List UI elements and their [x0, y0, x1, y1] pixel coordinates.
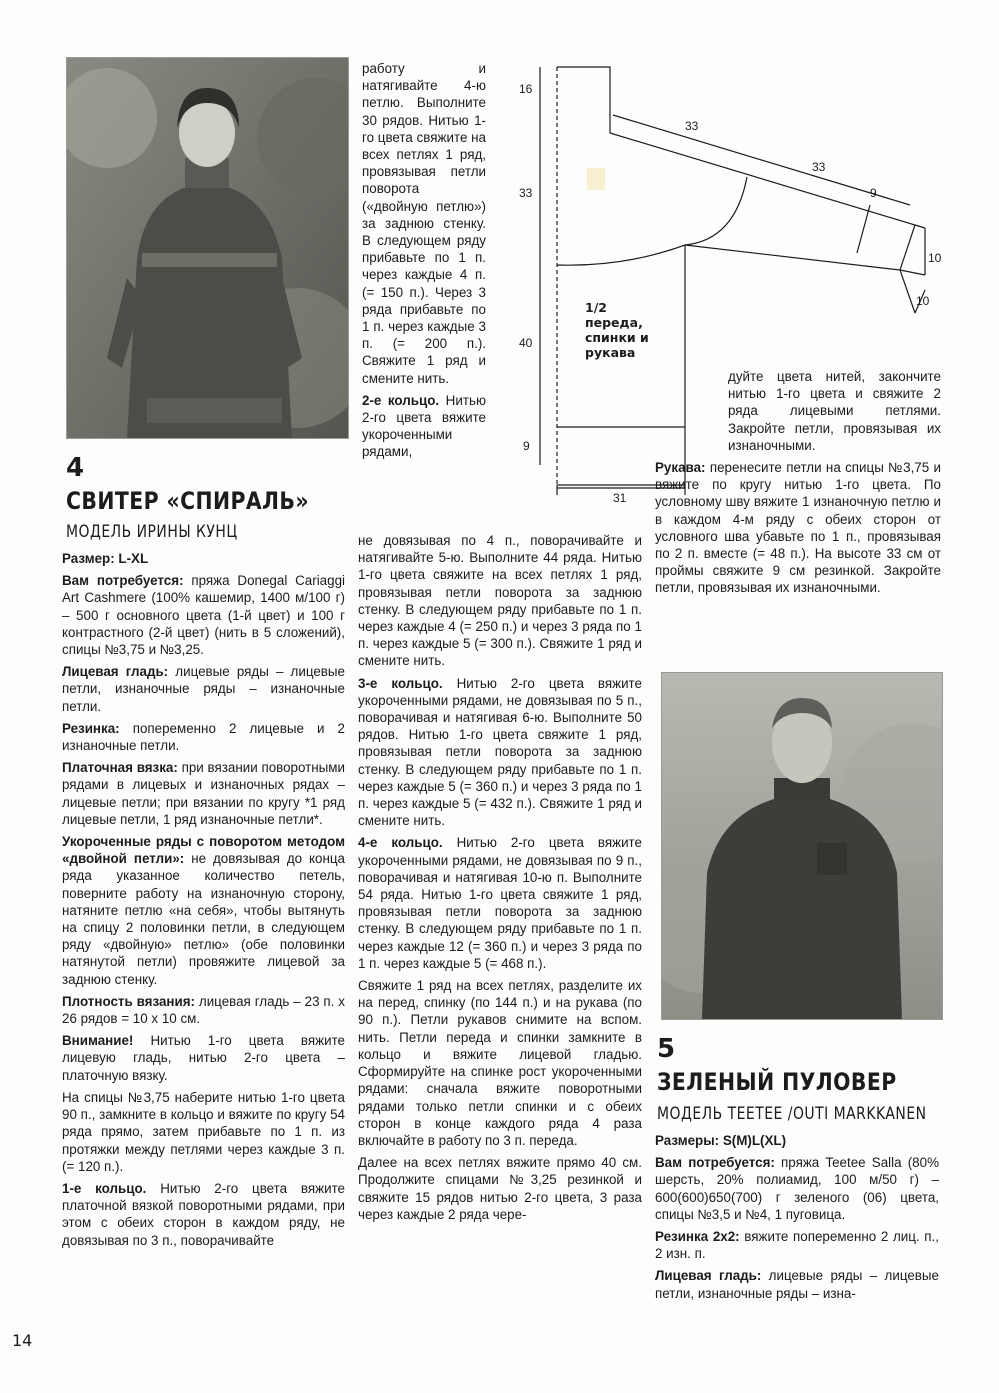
photo-man-pullover [661, 672, 943, 1020]
pattern4-column1 [62, 550, 345, 1254]
rib-label: Резинка: [62, 720, 120, 736]
size-label: Размеры: S(M)L(XL) [655, 1133, 787, 1148]
ring3-text: Нитью 2-го цвета вяжите укороченными рядами, не довязывая по 5 п., поворачивая и натягивая 6-ю. Выполните 50 рядов. Нитью 1-го цвета свяжите 1 ряд, провязывая петли поворота за заднюю стенку. В следующем ряду прибавьте по 1 п. через каждые 5 (= 360 п.) и через 3 ряда по 1 п. через каждые 5 (= 432 п.). Свяжите 1 ряд и смените нить. [358, 675, 642, 829]
pattern-number: 4 [66, 453, 85, 483]
pattern4-column2-bottom [358, 532, 642, 1228]
dim-yoke-length: 33 [685, 119, 699, 133]
dim-cuff-length: 9 [870, 186, 877, 200]
color-swatch [587, 168, 605, 190]
dim-neck-height: 16 [519, 82, 533, 96]
rib-text: вяжите попеременно 2 лиц. п., 2 изн. п. [655, 1229, 940, 1262]
rib-text: попеременно 2 лицевые и 2 изнаночные петли. [62, 720, 345, 754]
body-text: Далее на всех петлях вяжите прямо 40 см. Продолжите спицами №3,25 резинкой и свяжите 15 рядов нитью 2-го цвета, 3 раза через каждые 2 ряда чере- [358, 1155, 642, 1222]
materials-text: пряжа Donegal Cariaggi Art Cashmere (100% кашемир, 1400 м/100 г) – 500 г основного цвета (1-й цвет) и 100 г контрастного (2-й цвет) (нить в 5 сложений), спицы №3,75 и №3,25. [62, 573, 345, 658]
page-number: 14 [12, 1331, 33, 1350]
size-label: Размер: L-XL [62, 551, 149, 566]
materials-text: пряжа Teetee Salla (80% шерсть, 20% полиамид, 100 м/50 г) – 600(600)650(700) г зеленого (06) цвета, спицы №3,5 и №4, 1 пуговица. [655, 1155, 939, 1222]
stockinette-text: лицевые ряды – лицевые петли, изнаночные ряды – изна- [655, 1268, 939, 1301]
schematic-label: 1/2 переда, спинки и рукава [585, 300, 649, 360]
rib-label: Резинка 2х2: [655, 1229, 740, 1245]
materials-label: Вам потребуется: [655, 1155, 775, 1171]
sleeve-text: перенесите петли на спицы №3,75 и вяжите по кругу нитью 1-го цвета. По условному шву вяжите 1 изнаночную петлю и в каждом 4-м ряду с обеих сторон от условного шва убавьте по 1 п., провязывая по 2 п. вместе (= 48 п.). На высоте 33 см от проймы свяжите 9 см резинкой. Закройте петли, провязывая их изнаночными. [655, 460, 941, 596]
short-rows-label: Укороченные ряды с поворотом методом «двойной петли»: [62, 834, 345, 867]
pattern-number: 5 [657, 1034, 676, 1064]
pattern-title: ЗЕЛЕНЫЙ ПУЛОВЕР [657, 1068, 897, 1096]
attention-text: Нитью 1-го цвета вяжите лицевую гладь, нитью 2-го цвета – платочную вязку. [62, 1033, 345, 1083]
ring2-text-narrow: Нитью 2-го цвета вяжите укороченными рядами, [362, 392, 486, 460]
pattern-author: МОДЕЛЬ ИРИНЫ КУНЦ [66, 522, 238, 542]
pattern-title: СВИТЕР «СПИРАЛЬ» [66, 487, 310, 515]
dim-sleeve-width: 10 [916, 294, 930, 308]
dim-sleeve-length: 33 [812, 160, 826, 174]
ring4-label: 4-е кольцо. [358, 835, 443, 851]
pattern4-column2-top [362, 60, 486, 461]
sleeve-label: Рукава: [655, 460, 706, 476]
stockinette-text: лицевые ряды – лицевые петли, изнаночные ряды – изнаночные петли. [62, 664, 345, 714]
dim-rib-height: 9 [523, 439, 530, 453]
divide-text: Свяжите 1 ряд на всех петлях, разделите их на перед, спинку (по 144 п.) и на рукава (по 90 п.). Петли рукавов снимите на вспом. нить. Петли переда и спинки замкните в кольцо и вяжите лицевой гладью. Сформируйте на спинке рост укороченными рядами: сначала вяжите поворотными рядами только петли спинки и с обеих сторон в конце каждого ряда 4 раза включайте в работу по 3 п. переда. [358, 978, 642, 1148]
short-rows-text: не довязывая до конца ряда указанное количество петель, поверните работу на изнаночную сторону, натяните петлю «на себя», чтобы вытянуть на спицу 2 половинки петли, в следующем ряду «двойную» петлю» (обе половинки натянутой петли) провяжите лицевой за заднюю стенку. [62, 851, 345, 987]
start-text: На спицы №3,75 наберите нитью 1-го цвета 90 п., замкните в кольцо и вяжите по кругу 54 ряда прямо, затем прибавьте по 1 п. из протяжки между петлями через каждые 3 п. (= 120 п.). [62, 1089, 345, 1174]
photo-woman-sweater [66, 57, 349, 439]
col2-top-text: работу и натягивайте 4-ю петлю. Выполните 30 рядов. Нитью 1-го цвета свяжите на всех петлях 1 ряд, провязывая петли поворота («двойную петлю») за заднюю стенку. В следующем ряду прибавьте по 1 п. через каждые 4 п.(= 150 п.). Через 3 ряда прибавьте по 1 п. через каждые 3 п. (= 200 п.). Свяжите 1 ряд и смените нить. [362, 61, 486, 386]
dim-body-length: 40 [519, 336, 533, 350]
materials-label: Вам потребуется: [62, 573, 184, 589]
ring4-text: Нитью 2-го цвета вяжите укороченными рядами, не довязывая по 9 п., поворачивая и натягивая 10-ю п. Выполните 54 ряда. Нитью 1-го цвета свяжите 1 ряд, провязывая петли поворота за заднюю стенку. В следующем ряду прибавьте по 1 п. через каждые 12 (= 360 п.) и через 3 ряда по 1 п. через каждые 5 (= 468 п.). [358, 835, 642, 971]
garter-label: Платочная вязка: [62, 760, 178, 776]
pattern4-column3 [655, 368, 941, 602]
ring1-text: Нитью 2-го цвета вяжите платочной вязкой поворотными рядами, при этом с обеих сторон в каждом ряду, не довязывая по 3 п., поворачивайте [62, 1180, 345, 1248]
ring2-text-wide: не довязывая по 4 п., поворачивайте и натягивайте 5-ю. Выполните 44 ряда. Нитью 1-го цвета свяжите на всех петлях 1 ряд, провязывая петли поворота за заднюю стенку. В следующем ряду прибавьте по 1 п. через каждые 4 (= 250 п.) и через 3 ряда по 1 п. через каждые 5 (= 300 п.). Свяжите 1 ряд и смените нить. [358, 533, 642, 669]
stockinette-label: Лицевая гладь: [655, 1268, 762, 1284]
dim-yoke-height: 33 [519, 186, 533, 200]
col3-text: дуйте цвета нитей, закончите нитью 1-го цвета и свяжите 2 ряда лицевыми петлями. Закройте петли, провязывая их изнаночными. [728, 369, 941, 453]
dim-cuff-width: 10 [928, 251, 942, 265]
dim-body-width: 31 [613, 491, 627, 505]
pattern5-column [655, 1132, 939, 1307]
stockinette-label: Лицевая гладь: [62, 664, 169, 680]
gauge-label: Плотность вязания: [62, 993, 195, 1009]
ring3-label: 3-е кольцо. [358, 675, 443, 691]
pattern-author: МОДЕЛЬ TEETEE /OUTI MARKKANEN [657, 1104, 927, 1124]
ring1-label: 1-е кольцо. [62, 1180, 147, 1196]
attention-label: Внимание! [62, 1033, 134, 1049]
ring2-label: 2-е кольцо. [362, 392, 440, 408]
garter-text: при вязании поворотными рядами в лицевых и изнаночных рядах – лицевые петли; при вязании по кругу *1 ряд лицевые петли, 1 ряд изнаночные петли*. [62, 760, 345, 827]
gauge-text: лицевая гладь – 23 п. х 26 рядов = 10 х 10 см. [62, 993, 345, 1027]
